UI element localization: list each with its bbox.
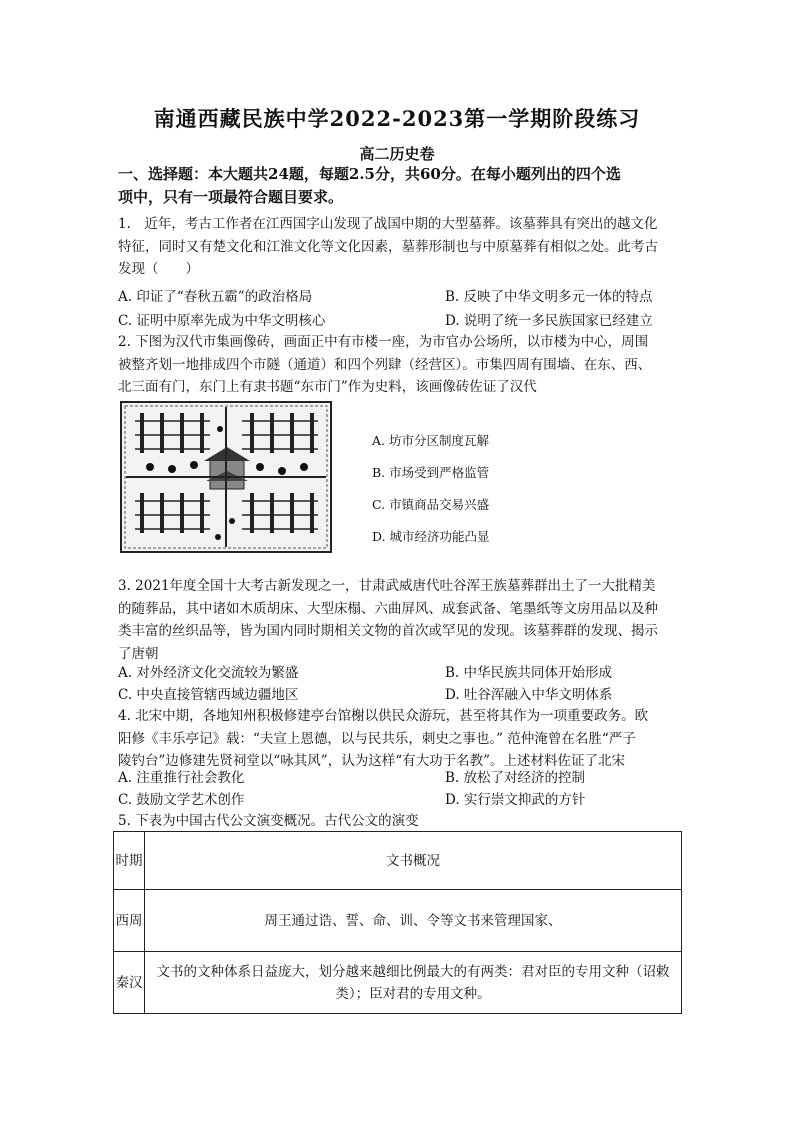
document-subtitle: 高二历史卷	[359, 145, 435, 163]
table-cell: 文书的文种体系日益庞大，划分越来越细比例最大的有两类：君对臣的专用文种（诏敕类）；臣对君的专用文种。	[145, 952, 682, 1014]
table-row	[114, 890, 682, 952]
table-row	[114, 952, 682, 1014]
question-1-option-c[interactable]: C. 证明中原率先成为中华文明核心	[118, 313, 326, 329]
stem-line: 北三面有门，东门上有隶书题“东市门”作为史料，该画像砖佐证了汉代	[118, 379, 537, 395]
stem-line: 发现（ ）	[118, 261, 199, 277]
table-cell: 秦汉	[114, 952, 145, 1014]
question-2-option-a[interactable]: A. 坊市分区制度瓦解	[372, 433, 489, 448]
question-2-option-c[interactable]: C. 市镇商品交易兴盛	[372, 497, 490, 512]
question-4-option-d[interactable]: D. 实行崇文抑武的方针	[445, 792, 586, 808]
section-heading-line: 一、选择题：本大题共24题，每题2.5分，共60分。在每小题列出的四个选	[118, 165, 621, 183]
question-2-option-b[interactable]: B. 市场受到严格监管	[372, 465, 490, 480]
table-cell: 周王通过诰、誓、命、训、令等文书来管理国家、	[145, 890, 682, 952]
document-title: 南通西藏民族中学2022-2023第一学期阶段练习	[153, 106, 641, 131]
stem-line: 被整齐划一地排成四个市隧（通道）和四个列肆（经营区）。市集四周有围墙、在东、西、	[118, 356, 652, 373]
question-3-option-a[interactable]: A. 对外经济文化交流较为繁盛	[118, 665, 299, 681]
stem-line: 类丰富的丝织品等，皆为国内同时期相关文物的首次或罕见的发现。该墓葬群的发现、揭示	[118, 623, 658, 639]
han-market-brick-image	[120, 401, 332, 553]
question-4-option-b[interactable]: B. 放松了对经济的控制	[445, 770, 586, 786]
stem-line: 4. 北宋中期，各地知州积极修建亭台馆榭以供民众游玩，甚至将其作为一项重要政务。欧	[118, 708, 649, 724]
stem-line: 3. 2021年度全国十大考古新发现之一，甘肃武威唐代吐谷浑王族墓葬群出土了一大批精美	[118, 578, 656, 594]
stem-line: 阳修《丰乐亭记》载：“夫宣上恩德，以与民共乐，刺史之事也。” 范仲淹曾在名胜“严子	[118, 730, 636, 747]
question-1-option-b[interactable]: B. 反映了中华文明多元一体的特点	[445, 289, 653, 305]
table-header-cell: 文书概况	[145, 832, 682, 890]
table-header-row	[114, 832, 682, 890]
question-2-stem	[118, 331, 688, 399]
document-evolution-table	[113, 831, 682, 1014]
question-3-option-c[interactable]: C. 中央直接管辖西域边疆地区	[118, 687, 299, 703]
question-4-stem	[118, 705, 688, 773]
question-1-option-d[interactable]: D. 说明了统一多民族国家已经建立	[445, 313, 653, 329]
table-cell: 西周	[114, 890, 145, 952]
section-heading	[118, 163, 693, 209]
stem-line: 特征，同时又有楚文化和江淮文化等文化因素，墓葬形制也与中原墓葬有相似之处。此考古	[118, 238, 658, 255]
stem-line: 的随葬品，其中诸如木质胡床、大型床榻、六曲屏风、成套武备、笔墨纸等文房用品以及种	[118, 600, 658, 617]
stem-line: 1. 近年，考古工作者在江西国字山发现了战国中期的大型墓葬。该墓葬具有突出的越文化	[118, 216, 658, 232]
question-3-stem	[118, 575, 688, 665]
question-3-option-b[interactable]: B. 中华民族共同体开始形成	[445, 665, 613, 681]
section-heading-line: 项中，只有一项最符合题目要求。	[118, 188, 344, 206]
stem-line: 5. 下表为中国古代公文演变概况。古代公文的演变	[118, 813, 419, 829]
stem-line: 了唐朝	[118, 645, 159, 662]
question-1-stem	[118, 213, 688, 281]
table-header-cell: 时期	[114, 832, 145, 890]
question-4-option-a[interactable]: A. 注重推行社会教化	[118, 770, 245, 786]
question-1-option-a[interactable]: A. 印证了“春秋五霸”的政治格局	[118, 289, 313, 305]
question-5-stem	[118, 810, 688, 833]
question-4-option-c[interactable]: C. 鼓励文学艺术创作	[118, 792, 245, 808]
stem-line: 2. 下图为汉代市集画像砖，画面正中有市楼一座，为市官办公场所，以市楼为中心，周围	[118, 334, 649, 350]
stem-line: 陵钓台”边修建先贤祠堂以“咏其风”，认为这样“有大功于名教”。上述材料佐证了北宋	[118, 753, 626, 769]
question-2-option-d[interactable]: D. 城市经济功能凸显	[372, 529, 490, 544]
question-3-option-d[interactable]: D. 吐谷浑融入中华文明体系	[445, 687, 613, 703]
